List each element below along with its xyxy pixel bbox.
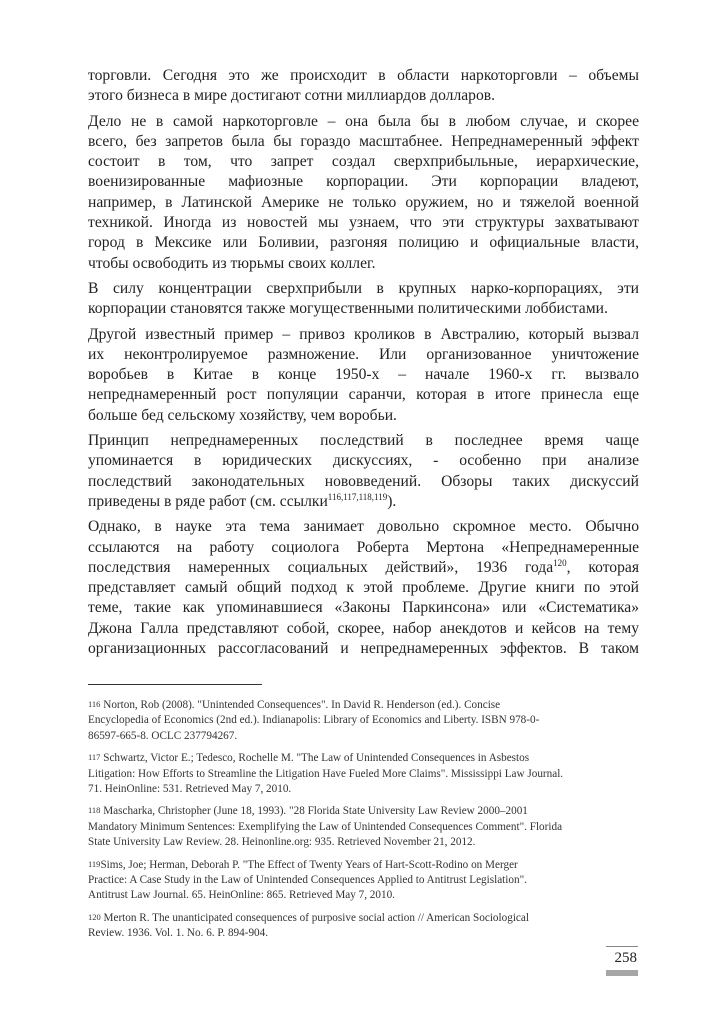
- text-line: [88, 558, 639, 578]
- footnote-116: [88, 697, 643, 744]
- text-segment: ).: [387, 492, 397, 510]
- text-line: Однако, в науке эта тема занимает довольно скромное место. Обычно: [88, 518, 639, 536]
- footnotes: [88, 697, 643, 948]
- footnote-ref[interactable]: 116,117,118,119: [327, 491, 388, 502]
- footnote-line: Mandatory Minimum Sentences: Exemplifying the Law of Unintended Consequences Comment". Florida: [88, 820, 563, 833]
- footnote-line: Review. 1936. Vol. 1. No. 6. P. 894-904.: [88, 927, 269, 940]
- footnote-number: 116: [88, 699, 101, 709]
- page-number-bar: [606, 970, 638, 976]
- text-line: представляет самый общий подход к этой проблеме. Другие книги по этой: [88, 579, 639, 597]
- page-number: 258: [614, 950, 637, 966]
- text-line: воробьев в Китае в конце 1950-х – начале 1960-х гг. вызвало: [88, 366, 639, 384]
- footnote-line: 71. HeinOnline: 531. Retrieved May 7, 2010.: [88, 783, 292, 796]
- text-line: Другой известный пример – привоз кроликов в Австралию, который вызвал: [88, 325, 639, 343]
- paragraph-1: [88, 66, 639, 107]
- text-line: техникой. Иногда из новостей мы узнаем, что эти структуры захватывают: [88, 214, 639, 232]
- footnote-text: Norton, Rob (2008). "Unintended Consequences". In David R. Henderson (ed.). Concise: [103, 699, 501, 711]
- text-line: упоминается в юридических дискуссиях, - особенно при анализе: [88, 452, 639, 470]
- text-line: [88, 492, 639, 512]
- text-line: состоит в том, что запрет создал сверхприбыльные, иерархические,: [88, 153, 639, 171]
- text-line: теме, такие как упоминавшиеся «Законы Паркинсона» или «Систематика»: [88, 599, 639, 617]
- text-line: всего, без запретов была бы гораздо масштабнее. Непреднамеренный эффект: [88, 132, 639, 150]
- footnote-line: [88, 697, 643, 713]
- footnote-line: [88, 750, 643, 766]
- text-line: военизированные мафиозные корпорации. Эти корпорации владеют,: [88, 173, 639, 191]
- footnote-line: Antitrust Law Journal. 65. HeinOnline: 865. Retrieved May 7, 2010.: [88, 889, 395, 902]
- footnote-line: Encyclopedia of Economics (2nd ed.). Indianapolis: Library of Economics and Liberty. ISBN 978-0-: [88, 714, 540, 727]
- paragraph-2: [88, 112, 639, 274]
- text-line: последствий законодательных нововведений. Обзоры таких дискуссий: [88, 472, 639, 490]
- text-line: их неконтролируемое размножение. Или организованное уничтожение: [88, 345, 639, 363]
- footnote-118: [88, 803, 643, 850]
- text-segment: последствия намеренных социальных действий», 1936 года: [88, 558, 554, 576]
- text-line: торговли. Сегодня это же происходит в области наркоторговли – объемы: [88, 67, 639, 84]
- text-line: Принцип непреднамеренных последствий в последнее время чаще: [88, 432, 639, 450]
- footnote-ref[interactable]: 120: [553, 557, 567, 568]
- footnote-line: 86597-665-8. OCLC 237794267.: [88, 729, 238, 742]
- text-line: организационных рассогласований и непреднамеренных эффектов. В таком: [88, 640, 639, 658]
- text-line: корпорации становятся также могущественными политическими лоббистами.: [88, 300, 608, 318]
- footnote-line: Practice: A Case Study in the Law of Unintended Consequences Applied to Antitrust Legislation".: [88, 874, 527, 887]
- footnote-separator: [88, 684, 262, 685]
- text-line: этого бизнеса в мире достигают сотни миллиардов долларов.: [88, 87, 495, 105]
- text-segment: приведены в ряде работ (см. ссылки: [88, 492, 328, 510]
- text-segment: , которая: [566, 558, 639, 576]
- footnote-line: State University Law Review. 28. Heinonline.org: 935. Retrieved November 21, 2012.: [88, 836, 476, 849]
- paragraph-5: [88, 431, 639, 512]
- page-number-block: [606, 946, 638, 976]
- footnote-text: Schwartz, Victor E.; Tedesco, Rochelle M. "The Law of Unintended Consequences in Asbestos: [103, 752, 530, 765]
- footnote-line: [88, 857, 643, 873]
- text-line: ссылаются на работу социолога Роберта Мертона «Непреднамеренные: [88, 538, 639, 556]
- text-line: город в Мексике или Боливии, разгоняя полицию и официальные власти,: [88, 234, 639, 252]
- footnote-119: [88, 857, 643, 904]
- footnote-number: 118: [88, 805, 101, 816]
- footnote-line: [88, 910, 643, 926]
- footnote-120: [88, 910, 643, 942]
- paragraph-6: [88, 517, 639, 659]
- text-line: например, в Латинской Америке не только оружием, но и тяжелой военной: [88, 193, 639, 211]
- footnote-text: Sims, Joe; Herman, Deborah P. "The Effect of Twenty Years of Hart-Scott-Rodino on Merger: [100, 858, 518, 871]
- footnote-number: 120: [88, 911, 101, 922]
- footnote-line: Litigation: How Efforts to Streamline the Litigation Have Fueled More Claims". Mississippi Law Journal.: [88, 767, 564, 780]
- footnote-number: 117: [88, 752, 101, 763]
- text-line: В силу концентрации сверхприбыли в крупных нарко-корпорациях, эти: [88, 279, 639, 297]
- footnote-117: [88, 750, 643, 797]
- text-line: чтобы освободить из тюрьмы своих коллег.: [88, 254, 376, 272]
- footnote-text: Merton R. The unanticipated consequences of purposive social action // American Sociological: [103, 911, 529, 924]
- footnote-line: [88, 803, 643, 819]
- main-text: [88, 66, 639, 664]
- text-line: непреднамеренный рост популяции саранчи, которая в итоге принесла еще: [88, 386, 639, 404]
- text-line: Дело не в самой наркоторговле – она была бы в любом случае, и скорее: [88, 112, 639, 130]
- footnote-text: Mascharka, Christopher (June 18, 1993). "28 Florida State University Law Review 2000–2001: [103, 805, 528, 818]
- footnote-number: 119: [88, 858, 101, 869]
- text-line: Джона Галла представляют собой, скорее, набор анекдотов и кейсов на тему: [88, 619, 639, 637]
- paragraph-4: [88, 325, 639, 426]
- paragraph-3: [88, 279, 639, 320]
- text-line: больше бед сельскому хозяйству, чем воробьи.: [88, 406, 397, 424]
